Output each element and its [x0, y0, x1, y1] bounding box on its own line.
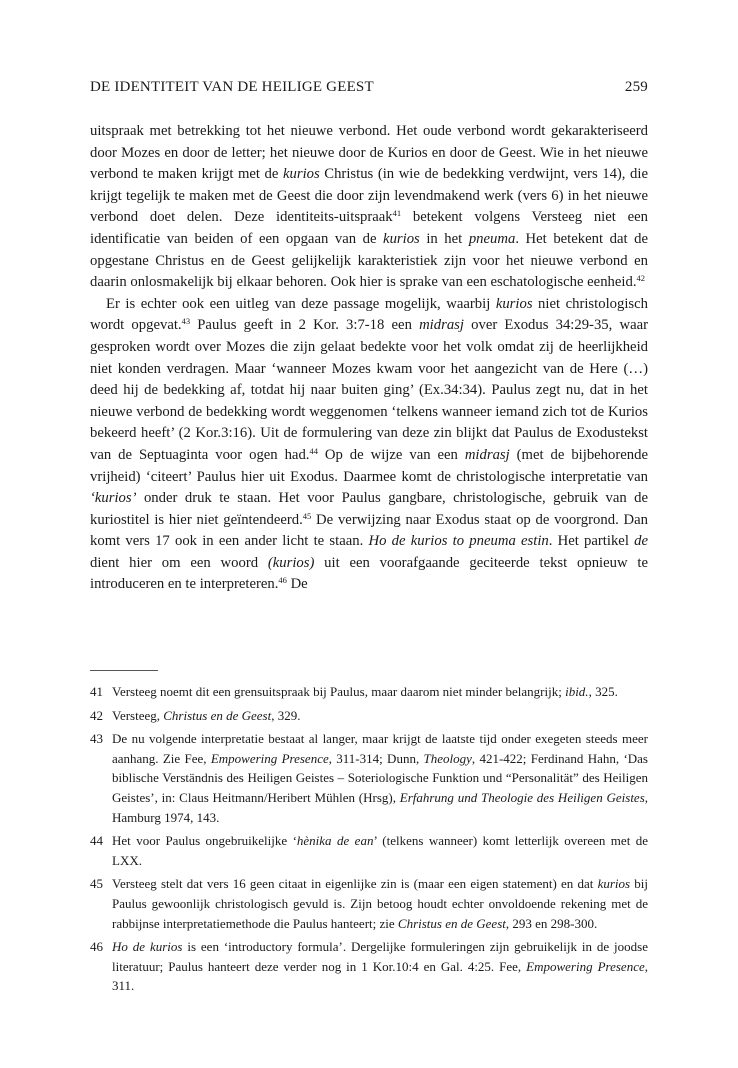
- footnote: [90, 937, 648, 996]
- italic-run: hènika de ean: [296, 833, 374, 849]
- text-run: betekent volgens Versteeg niet een identificatie van beiden of een opgaan van de: [90, 209, 648, 247]
- italic-run: Christus en de Geest: [163, 707, 272, 723]
- text-run: Versteeg stelt dat vers 16 geen citaat in eigenlijke zin is (maar een eigen statement) en dat: [112, 876, 598, 892]
- text-run: , Hamburg 1974, 143.: [112, 789, 649, 825]
- text-run: De: [286, 576, 308, 593]
- text-run: De verwijzing naar Exodus staat op de voorgrond. Dan komt vers 17 ook in een ander licht te staan.: [90, 511, 648, 550]
- italic-run: Erfahrung und Theologie des Heiligen Geistes: [399, 789, 645, 805]
- text-run: De nu volgende interpretatie bestaat al langer, maar krijgt de laatste tijd onder exegeten steeds meer aanhang. Zie Fee,: [112, 731, 648, 766]
- text-run: Het voor Paulus ongebruikelijke ‘: [112, 833, 297, 849]
- text-run: Versteeg,: [112, 707, 164, 723]
- text-run: Versteeg noemt dit een grensuitspraak bij Paulus, maar daarom niet minder belangrijk;: [112, 684, 566, 699]
- text-run: , 311.: [112, 958, 648, 994]
- italic-run: kurios: [495, 295, 533, 312]
- italic-run: kurios: [383, 230, 420, 247]
- text-run: is een ‘introductory formula’. Dergelijke formuleringen zijn gebruikelijk in de joodse literatuur; Paulus hanteert deze verder nog in 1 Kor.10:4 en Gal. 4:25. Fee,: [112, 939, 648, 974]
- paragraph: [90, 121, 648, 294]
- footnote: [90, 831, 648, 870]
- text-run: , 293 en 298-300.: [505, 915, 598, 931]
- italic-run: Empowering Presence: [526, 958, 645, 974]
- footnote-ref: 43: [181, 316, 191, 327]
- text-run: in het: [419, 230, 469, 247]
- paragraph: [90, 294, 648, 596]
- text-run: bij Paulus gewoonlijk christologisch gevuld is. Zijn betoog houdt echter onvoldoende rekening met de rabbijnse interpretatiemethode die Paulus hanteert; zie: [112, 876, 648, 931]
- footnote-text: [112, 708, 300, 723]
- text-run: onder druk te staan. Het voor Paulus gangbare, christologische, gebruik van de kuriostitel is hier niet geïntendeerd.: [90, 490, 648, 528]
- text-run: niet christologisch wordt opgevat.: [90, 295, 648, 334]
- footnote: [90, 874, 648, 933]
- italic-run: midrasj: [419, 317, 464, 334]
- italic-run: ibid.: [565, 684, 589, 699]
- italic-run: Christus en de Geest: [397, 915, 506, 931]
- footnote-number: 46: [90, 939, 103, 955]
- text-run: , 311-314; Dunn,: [328, 750, 424, 766]
- footnote-text: [112, 876, 648, 930]
- italic-run: Ho de kurios: [112, 939, 183, 955]
- italic-run: Theology: [423, 750, 472, 766]
- text-run: Christus (in wie de bedekking verdwijnt, vers 14), die krijgt tegelijk te maken met de Geest die door zijn levendmakend werk (vers 6) in het nieuwe verbond doet delen. Deze identiteits-uitspraak: [90, 166, 648, 226]
- italic-run: Ho de kurios to pneuma estin: [368, 533, 549, 550]
- italic-run: de: [634, 533, 648, 550]
- text-run: uit een voorafgaande geciteerde tekst opnieuw te introduceren en te interpreteren.: [90, 554, 648, 593]
- footnote-separator: [90, 670, 158, 671]
- footnote-number: 42: [90, 707, 103, 723]
- running-header: [90, 79, 648, 99]
- text-run: Paulus geeft in 2 Kor. 3:7-18 een: [190, 317, 420, 334]
- footnote-number: 45: [90, 876, 103, 892]
- book-page: [90, 0, 648, 1068]
- text-run: , 421-422; Ferdinand Hahn, ‘Das biblische Verständnis des Heiligen Geistes – Soteriologische Funktion und “Personalität” des Heiligen Geistes’, in: Claus Heitmann/Heribert Mühlen (Hrsg),: [112, 750, 648, 805]
- footnote-text: [112, 731, 648, 824]
- text-run: , 329.: [271, 707, 301, 723]
- footnote-ref: 46: [278, 575, 287, 586]
- footnote-text: [112, 939, 648, 993]
- italic-run: (kurios): [267, 554, 315, 571]
- text-run: . Het partikel: [548, 533, 635, 550]
- text-run: . Het betekent dat de opgestane Christus en de Geest gelijkelijk karakteristiek zijn voor het nieuwe verbond en daarin onlosmakelijk bij elkaar behoren. Ook hier is sprake van een eschatologische eenheid.: [90, 230, 648, 291]
- footnote-number: 41: [90, 684, 103, 699]
- italic-run: midrasj: [464, 446, 510, 463]
- text-run: Er is echter ook een uitleg van deze passage mogelijk, waarbij: [106, 295, 496, 312]
- italic-run: Empowering Presence: [210, 750, 329, 766]
- running-header-title: DE IDENTITEIT VAN DE HEILIGE GEEST: [90, 79, 374, 95]
- footnote-text: [112, 833, 648, 868]
- body-text: [90, 121, 648, 596]
- text-run: , 325.: [588, 684, 618, 699]
- text-run: uitspraak met betrekking tot het nieuwe verbond. Het oude verbond wordt gekarakteriseerd door Mozes en door de letter; het nieuwe door de Kurios en door de Geest. Wie in het nieuwe verbond te maken krijgt met de: [90, 123, 648, 183]
- italic-run: ‘kurios’: [90, 490, 137, 507]
- footnote-ref: 45: [302, 510, 312, 521]
- text-run: Op de wijze van een: [317, 446, 465, 463]
- footnote: [90, 729, 648, 827]
- footnote: [90, 706, 648, 726]
- italic-run: kurios: [597, 876, 631, 892]
- text-run: dient hier om een woord: [90, 554, 268, 571]
- footnote-number: 44: [90, 833, 103, 849]
- footnote-ref: 42: [636, 273, 646, 284]
- footnote-ref: 41: [392, 208, 402, 219]
- footnotes: [90, 682, 648, 1000]
- text-run: (met de bijbehorende vrijheid) ‘citeert’ Paulus hier uit Exodus. Daarmee komt de christologische interpretatie van: [90, 446, 648, 485]
- footnote-number: 43: [90, 731, 103, 747]
- text-run: over Exodus 34:29-35, waar gesproken wordt over Mozes die zijn gelaat bedekte voor het volk omdat zij de heerlijkheid niet konden verdragen. Maar ‘wanneer Mozes kwam voor het aangezicht van de Here (…) deed hij de bedekking af, totdat hij naar buiten ging’ (Ex.34:34). Paulus zegt nu, dat in het nieuwe verbond de bedekking wordt weggenomen ‘telkens wanneer iemand zich tot de Kurios bekeerd heeft’ (2 Kor.3:16). Uit de formulering van deze zin blijkt dat Paulus de Exodustekst van de Septuaginta voor ogen had.: [90, 317, 648, 463]
- text-run: ’ (telkens wanneer) komt letterlijk overeen met de LXX.: [112, 833, 649, 868]
- footnote-ref: 44: [309, 445, 318, 456]
- footnote: [90, 682, 648, 702]
- italic-run: pneuma: [468, 230, 516, 247]
- italic-run: kurios: [283, 166, 320, 183]
- footnote-text: [112, 684, 618, 699]
- page-number: 259: [624, 79, 648, 95]
